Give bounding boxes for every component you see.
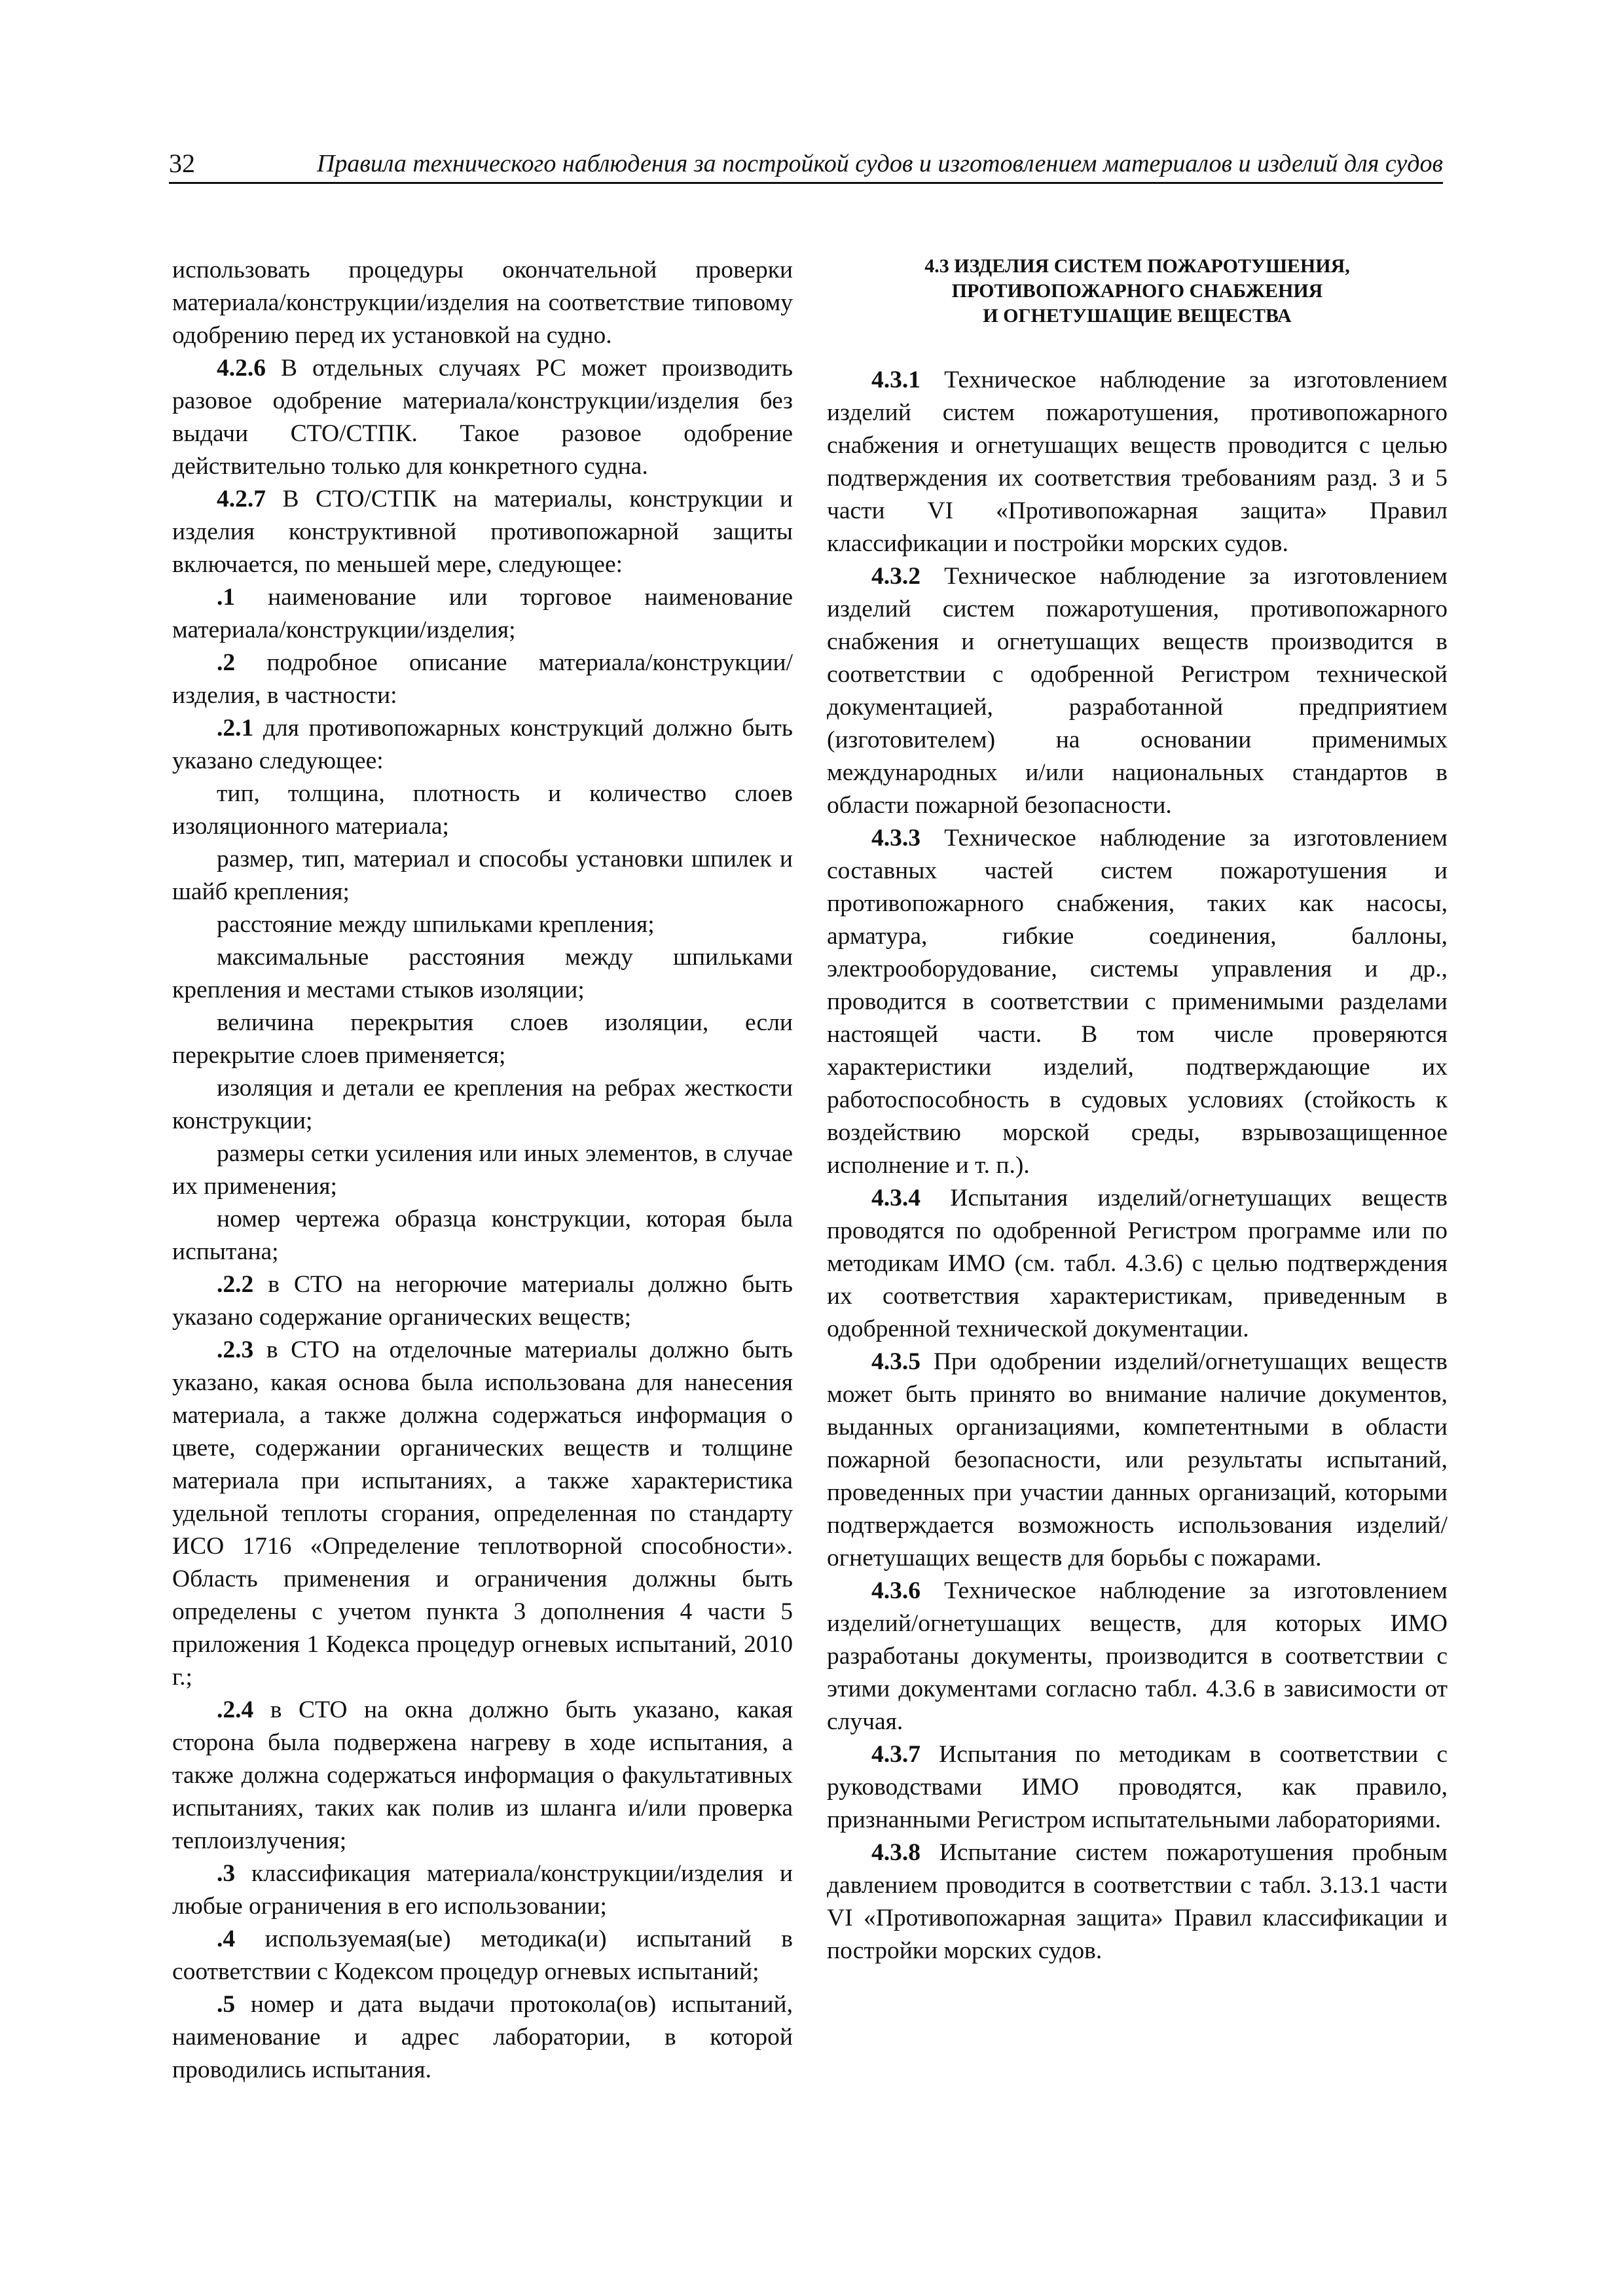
list-item: максимальные расстояния между шпильками крепления и местами стыков изоляции; xyxy=(172,944,793,1003)
paragraph: 4.3.7 Испытания по методикам в соответствии с руководствами ИМО проводятся, как правило, признанными Регистром испытательными лабораториями. xyxy=(827,1741,1448,1833)
list-item: .4 используемая(ые) методика(и) испытаний в соответствии с Кодексом процедур огневых испытаний; xyxy=(172,1926,793,1985)
paragraph: 4.3.1 Техническое наблюдение за изготовлением изделий систем пожаротушения, противопожарного снабжения и огнетушащих веществ проводится с целью подтверждения их соответствия требованиям разд. 3 и 5 части VI «Противопожарная защита» Правил классификации и постройки морских судов. xyxy=(827,367,1448,557)
paragraph: 4.3.4 Испытания изделий/огнетушащих веществ проводятся по одобренной Регистром программе или по методикам ИМО (см. табл. 4.3.6) с целью подтверждения их соответствия характеристикам, приведенным в одобренной технической документации. xyxy=(827,1185,1448,1342)
list-item: расстояние между шпильками крепления; xyxy=(217,911,655,938)
running-header xyxy=(169,148,1443,184)
list-item: номер чертежа образца конструкции, которая была испытана; xyxy=(172,1206,793,1265)
right-column xyxy=(827,254,1448,1967)
list-item: .2.1 для противопожарных конструкций должно быть указано следующее: xyxy=(172,715,793,774)
paragraph: 4.3.6 Техническое наблюдение за изготовлением изделий/огнетушащих веществ, для которых ИМО разработаны документы, производится в соответствии с этими документами согласно табл. 4.3.6 в зависимости от случая. xyxy=(827,1577,1448,1735)
list-item: .3 классификация материала/конструкции/изделия и любые ограничения в его использовании; xyxy=(172,1860,793,1920)
list-item: размер, тип, материал и способы установки шпилек и шайб крепления; xyxy=(172,846,793,905)
list-item: .2.3 в СТО на отделочные материалы должно быть указано, какая основа была использована для нанесения материала, а также должна содержаться информация о цвете, содержании органических веществ и толщине материала при испытаниях, а также характеристика удельной теплоты сгорания, определенная по стандарту ИСО 1716 «Определение теплотворной способности». Область применения и ограничения должны быть определены с учетом пункта 3 дополнения 4 части 5 приложения 1 Кодекса процедур огневых испытаний, 2010 г.; xyxy=(172,1336,793,1691)
paragraph: 4.3.5 При одобрении изделий/огнетушащих веществ может быть принято во внимание наличие документов, выданных организациями, компетентными в области пожарной безопасности, или результаты испытаний, проведенных при участии данных организаций, которыми подтверждается возможность использования изделий/огнетушащих веществ для борьбы с пожарами. xyxy=(827,1348,1448,1571)
running-title: Правила технического наблюдения за постройкой судов и изготовлением материалов и изделий для судов xyxy=(316,150,1443,177)
list-item: величина перекрытия слоев изоляции, если перекрытие слоев применяется; xyxy=(172,1009,793,1069)
list-item: .2.2 в СТО на негорючие материалы должно быть указано содержание органических веществ; xyxy=(172,1271,793,1331)
left-column xyxy=(172,254,793,2087)
list-item: изоляция и детали ее крепления на ребрах жесткости конструкции; xyxy=(172,1075,793,1134)
paragraph: 4.3.2 Техническое наблюдение за изготовлением изделий систем пожаротушения, противопожарного снабжения и огнетушащих веществ производится в соответствии с одобренной Регистром технической документацией, разработанной предприятием (изготовителем) на основании применимых международных и/или национальных стандартов в области пожарной безопасности. xyxy=(827,563,1448,819)
paragraph: 4.2.6 В отдельных случаях РС может производить разовое одобрение материала/конструкции/изделия без выдачи СТО/СТПК. Такое разовое одобрение действительно только для конкретного судна. xyxy=(172,355,793,480)
list-item: тип, толщина, плотность и количество слоев изоляционного материала; xyxy=(172,780,793,840)
page-number: 32 xyxy=(169,149,195,178)
list-item: .2 подробное описание материала/конструкции/изделия, в частности: xyxy=(172,649,793,709)
paragraph: 4.3.3 Техническое наблюдение за изготовлением составных частей систем пожаротушения и противопожарного снабжения, таких как насосы, арматура, гибкие соединения, баллоны, электрооборудование, системы управления и др., проводится в соответствии с применимыми разделами настоящей части. В том числе проверяются характеристики изделий, подтверждающие их работоспособность в судовых условиях (стойкость к воздействию морской среды, взрывозащищенное исполнение и т. п.). xyxy=(827,825,1448,1179)
paragraph: 4.2.7 В СТО/СТПК на материалы, конструкции и изделия конструктивной противопожарной защиты включается, по меньшей мере, следующее: xyxy=(172,486,793,578)
list-item: .1 наименование или торговое наименование материала/конструкции/изделия; xyxy=(172,584,793,643)
list-item: .2.4 в СТО на окна должно быть указано, какая сторона была подвержена нагреву в ходе испытания, а также должна содержаться информация о факультативных испытаниях, таких как полив из шланга и/или проверка теплоизлучения; xyxy=(172,1696,793,1854)
paragraph: использовать процедуры окончательной проверки материала/конструкции/изделия на соответствие типовому одобрению перед их установкой на судно. xyxy=(172,257,793,349)
paragraph: 4.3.8 Испытание систем пожаротушения пробным давлением проводится в соответствии с табл. 3.13.1 части VI «Противопожарная защита» Правил классификации и постройки морских судов. xyxy=(827,1839,1448,1964)
list-item: размеры сетки усиления или иных элементов, в случае их применения; xyxy=(172,1140,793,1200)
section-heading: 4.3 ИЗДЕЛИЯ СИСТЕМ ПОЖАРОТУШЕНИЯ, ПРОТИВОПОЖАРНОГО СНАБЖЕНИЯ И ОГНЕТУШАЩИЕ ВЕЩЕСТВА xyxy=(924,255,1350,327)
list-item: .5 номер и дата выдачи протокола(ов) испытаний, наименование и адрес лаборатории, в которой проводились испытания. xyxy=(172,1991,793,2083)
